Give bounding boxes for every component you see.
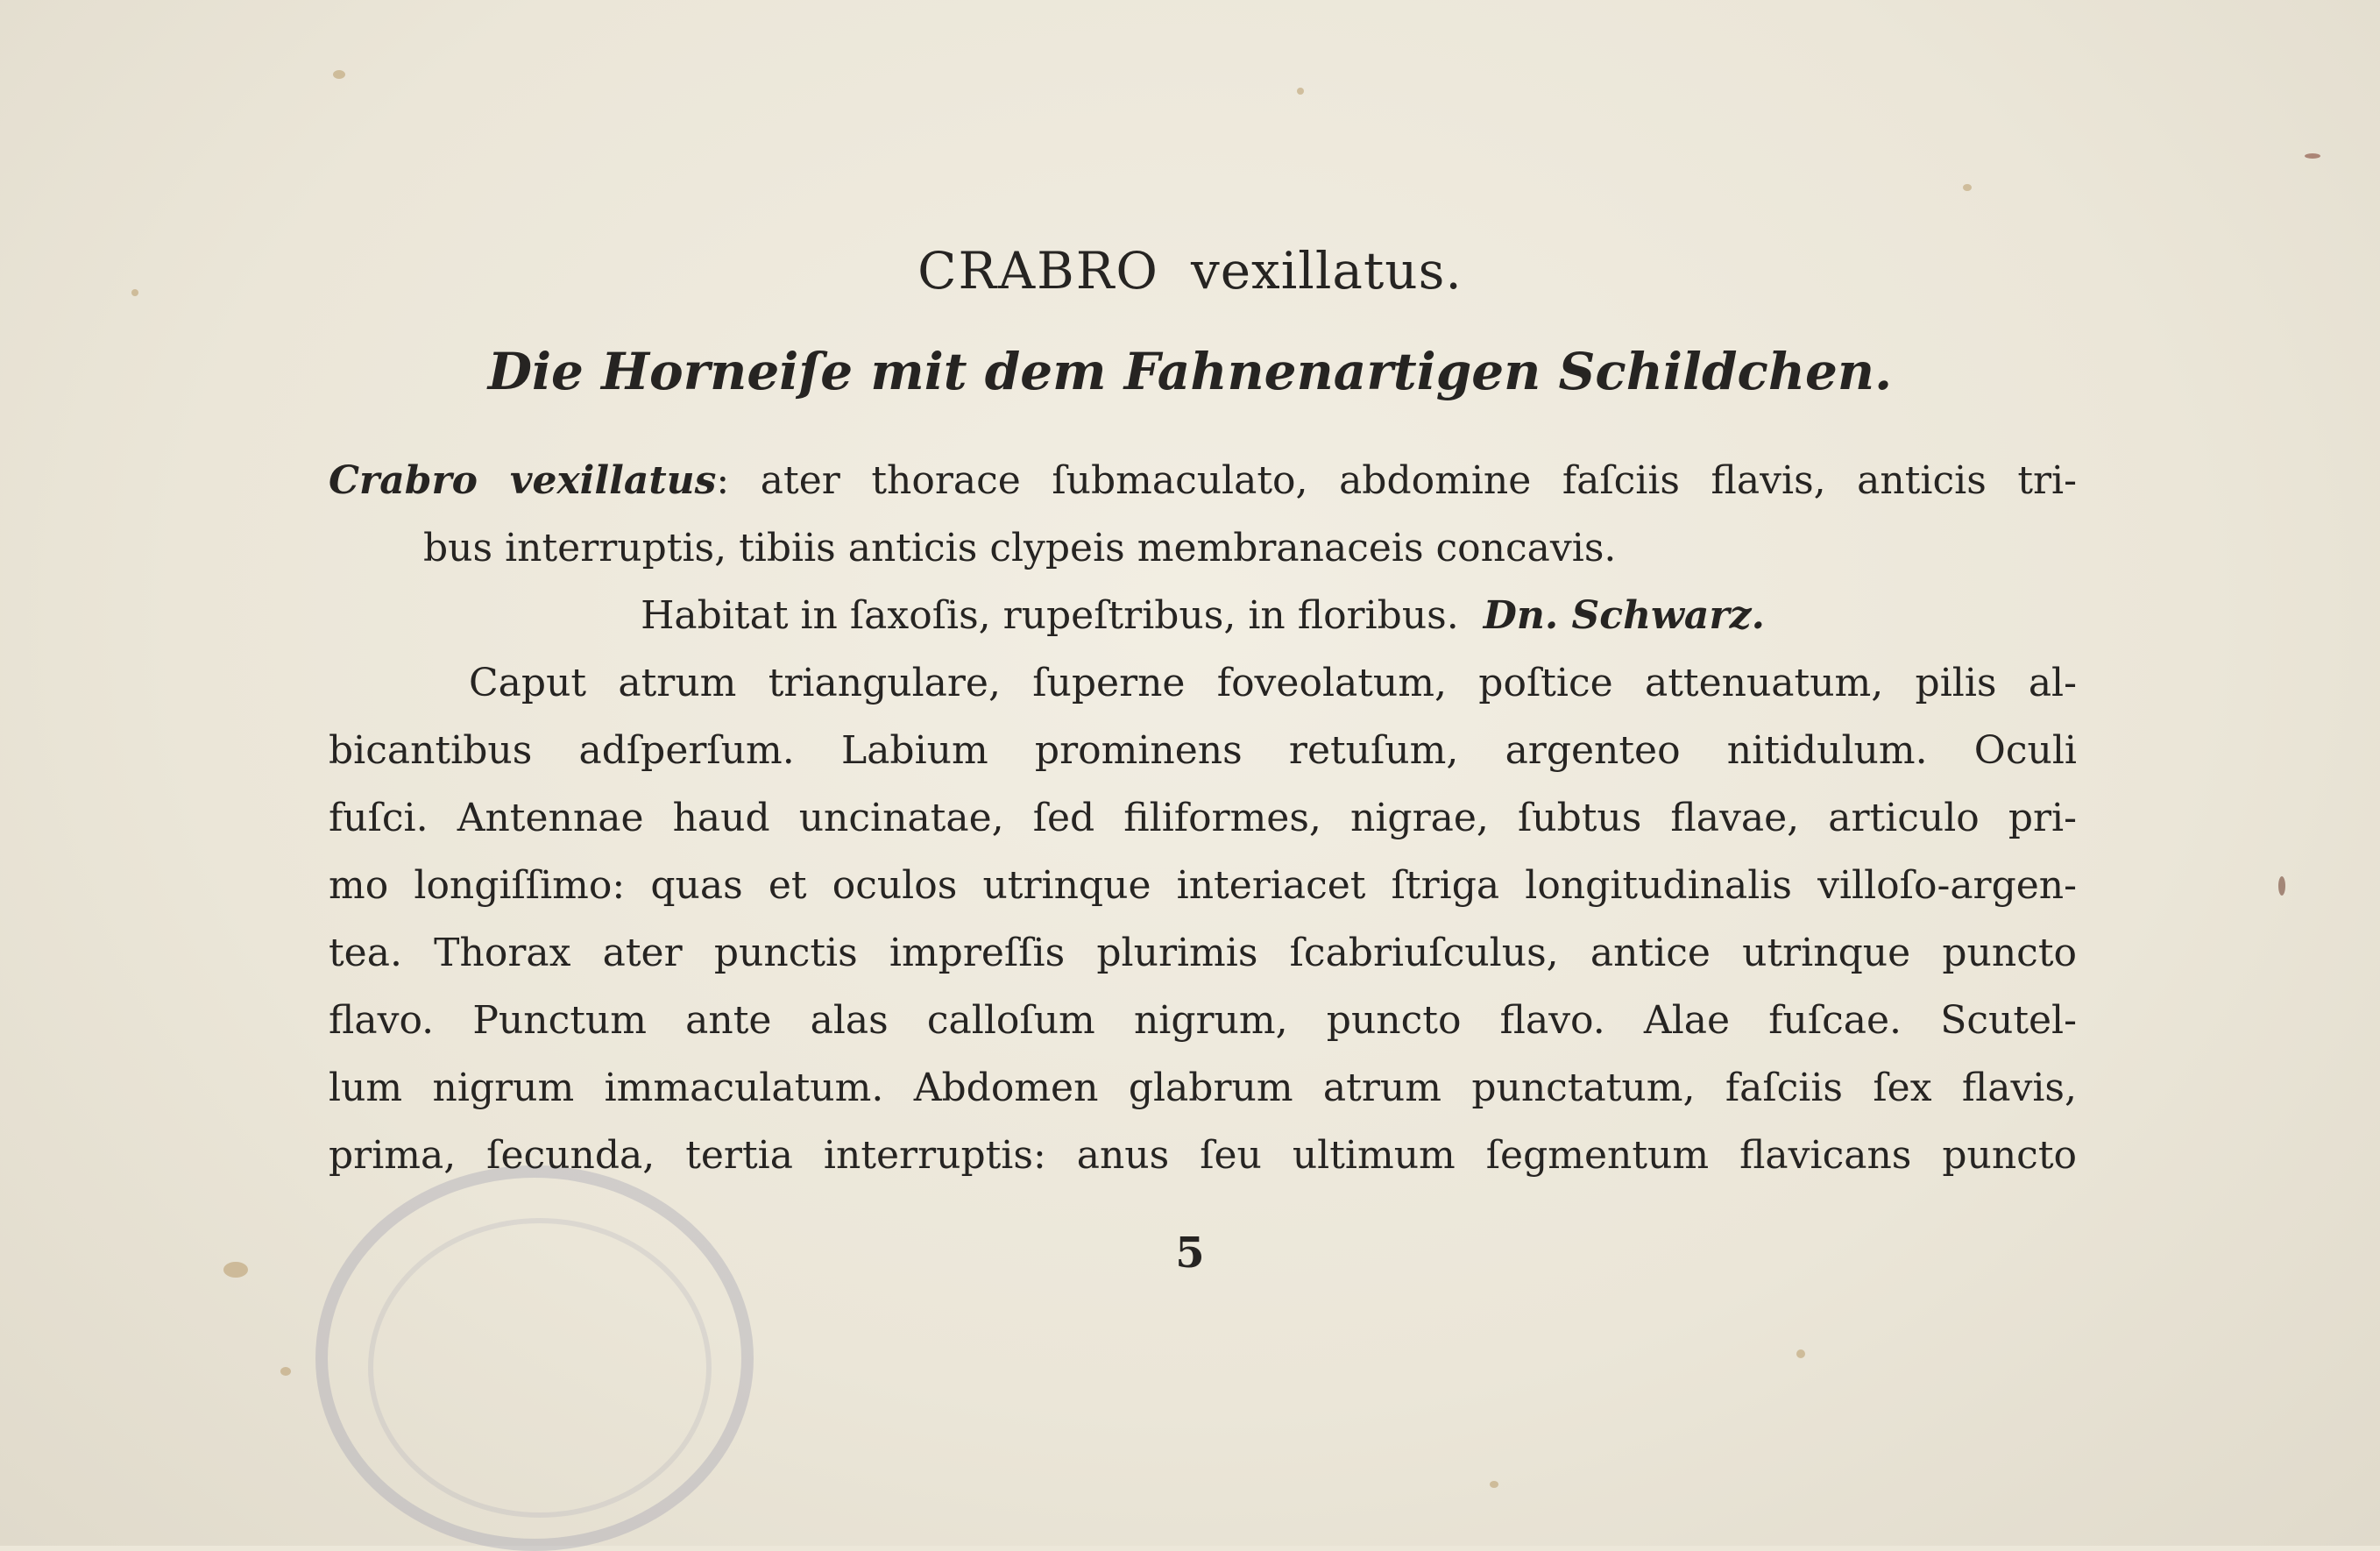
habitat-line [329, 582, 2077, 649]
description-block [329, 649, 2077, 1189]
paper-speck [1297, 88, 1304, 95]
title-species: vexillatus. [1190, 241, 1463, 301]
title-genus: CRABRO [917, 241, 1159, 301]
description-line: prima, ſecunda, tertia interruptis: anus ſeu ultimum ſegmentum flavicans puncto [329, 1133, 2077, 1178]
paper-speck [333, 70, 345, 79]
description-line: flavo. Punctum ante alas calloſum nigrum, puncto flavo. Alae fuſcae. Scutel- [329, 998, 2077, 1043]
description-line: mo longiſſimo: quas et oculos utrinque interiacet ſtriga longitudinalis villoſo-argen- [329, 863, 2077, 908]
page-number: 5 [1175, 1229, 1205, 1278]
paper-speck [2278, 876, 2285, 896]
paper-speck [280, 1367, 291, 1376]
paper-speck [1796, 1349, 1805, 1358]
paper-speck [1490, 1481, 1498, 1488]
paper-speck [1963, 184, 1972, 191]
diagnosis-block [329, 447, 2077, 649]
description-line: lum nigrum immaculatum. Abdomen glabrum atrum punctatum, faſciis ſex flavis, [329, 1066, 2077, 1110]
diagnosis-text-1: : ater thorace ſubmaculato, abdomine faſciis flavis, anticis tri- [716, 458, 2077, 503]
habitat-text: Habitat in ſaxoſis, rupeſtribus, in floribus. [641, 593, 1459, 638]
paper-speck [2305, 153, 2320, 159]
diagnosis-line-1 [329, 447, 2077, 514]
diagnosis-line-2: bus interruptis, tibiis anticis clypeis membranaceis concavis. [423, 526, 1617, 570]
description-line: fuſci. Antennae haud uncinatae, ſed filiformes, nigrae, ſubtus flavae, articulo pri- [329, 796, 2077, 840]
page-title [0, 241, 2380, 301]
description-line: Caput atrum triangulare, ſuperne foveolatum, poſtice attenuatum, pilis al- [469, 661, 2077, 705]
description-line: bicantibus adſperſum. Labium prominens retuſum, argenteo nitidulum. Oculi [329, 728, 2077, 773]
description-line: tea. Thorax ater punctis impreſſis plurimis ſcabriuſculus, antice utrinque puncto [329, 931, 2077, 975]
german-subtitle: Die Horneiſe mit dem Fahnenartigen Schildchen. [487, 342, 1893, 401]
habitat-author: Dn. Schwarz. [1483, 593, 1765, 638]
diagnosis-lead: Crabro vexillatus [329, 458, 717, 503]
